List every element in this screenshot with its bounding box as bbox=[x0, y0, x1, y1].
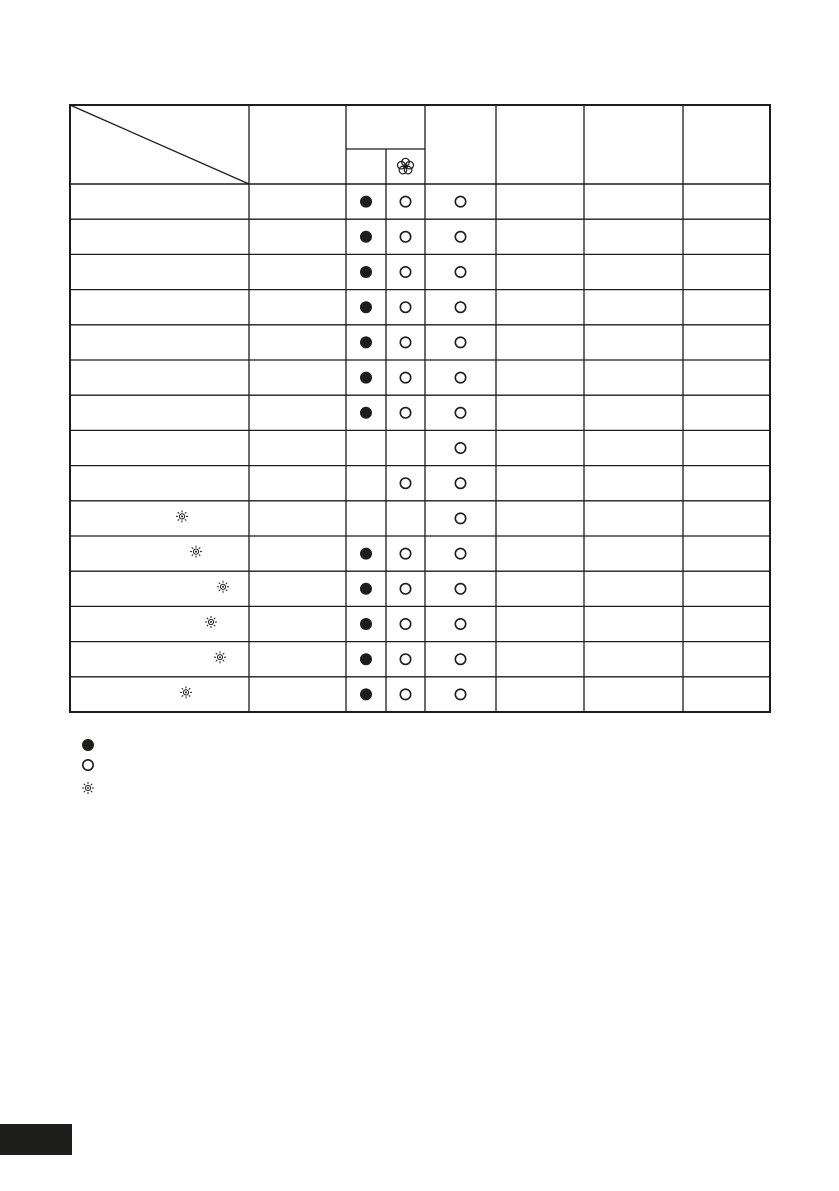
filled-circle-mark bbox=[360, 301, 372, 313]
sun-gear-icon bbox=[205, 616, 217, 628]
fan-flower-icon bbox=[398, 158, 414, 174]
open-circle-mark bbox=[455, 584, 465, 594]
open-circle-mark bbox=[455, 196, 465, 206]
legend bbox=[82, 739, 94, 794]
open-circle-mark bbox=[455, 302, 465, 312]
open-circle-mark bbox=[455, 232, 465, 242]
filled-circle-mark bbox=[360, 231, 372, 243]
open-circle-mark bbox=[400, 267, 410, 277]
filled-circle-mark bbox=[360, 548, 372, 560]
open-circle-mark bbox=[400, 689, 410, 699]
table-marks bbox=[176, 158, 466, 700]
open-circle-mark bbox=[455, 372, 465, 382]
table-frame bbox=[70, 105, 770, 712]
filled-circle-mark bbox=[360, 372, 372, 384]
open-circle-mark bbox=[455, 443, 465, 453]
filled-circle-mark bbox=[360, 618, 372, 630]
sun-gear-icon bbox=[176, 510, 188, 522]
sun-gear-icon bbox=[82, 782, 94, 794]
sun-gear-icon bbox=[180, 686, 192, 698]
open-circle-icon bbox=[83, 760, 93, 770]
filled-circle-mark bbox=[360, 407, 372, 419]
open-circle-mark bbox=[400, 408, 410, 418]
open-circle-mark bbox=[455, 478, 465, 488]
open-circle-mark bbox=[455, 337, 465, 347]
open-circle-mark bbox=[400, 232, 410, 242]
open-circle-mark bbox=[455, 689, 465, 699]
filled-circle-mark bbox=[360, 688, 372, 700]
open-circle-mark bbox=[400, 337, 410, 347]
open-circle-mark bbox=[455, 619, 465, 629]
filled-circle-mark bbox=[360, 653, 372, 665]
open-circle-mark bbox=[400, 478, 410, 488]
open-circle-mark bbox=[455, 267, 465, 277]
header-diagonal bbox=[70, 105, 249, 184]
sun-gear-icon bbox=[190, 546, 202, 558]
filled-circle-icon bbox=[82, 739, 94, 751]
sun-gear-icon bbox=[217, 581, 229, 593]
filled-circle-mark bbox=[360, 266, 372, 278]
open-circle-mark bbox=[455, 513, 465, 523]
page-number-tab bbox=[0, 1124, 72, 1155]
open-circle-mark bbox=[400, 654, 410, 664]
open-circle-mark bbox=[400, 584, 410, 594]
sun-gear-icon bbox=[214, 651, 226, 663]
open-circle-mark bbox=[455, 654, 465, 664]
filled-circle-mark bbox=[360, 196, 372, 208]
open-circle-mark bbox=[455, 548, 465, 558]
filled-circle-mark bbox=[360, 583, 372, 595]
open-circle-mark bbox=[400, 619, 410, 629]
open-circle-mark bbox=[400, 302, 410, 312]
open-circle-mark bbox=[400, 372, 410, 382]
open-circle-mark bbox=[455, 408, 465, 418]
open-circle-mark bbox=[400, 196, 410, 206]
open-circle-mark bbox=[400, 548, 410, 558]
filled-circle-mark bbox=[360, 336, 372, 348]
settings-table bbox=[70, 105, 770, 712]
